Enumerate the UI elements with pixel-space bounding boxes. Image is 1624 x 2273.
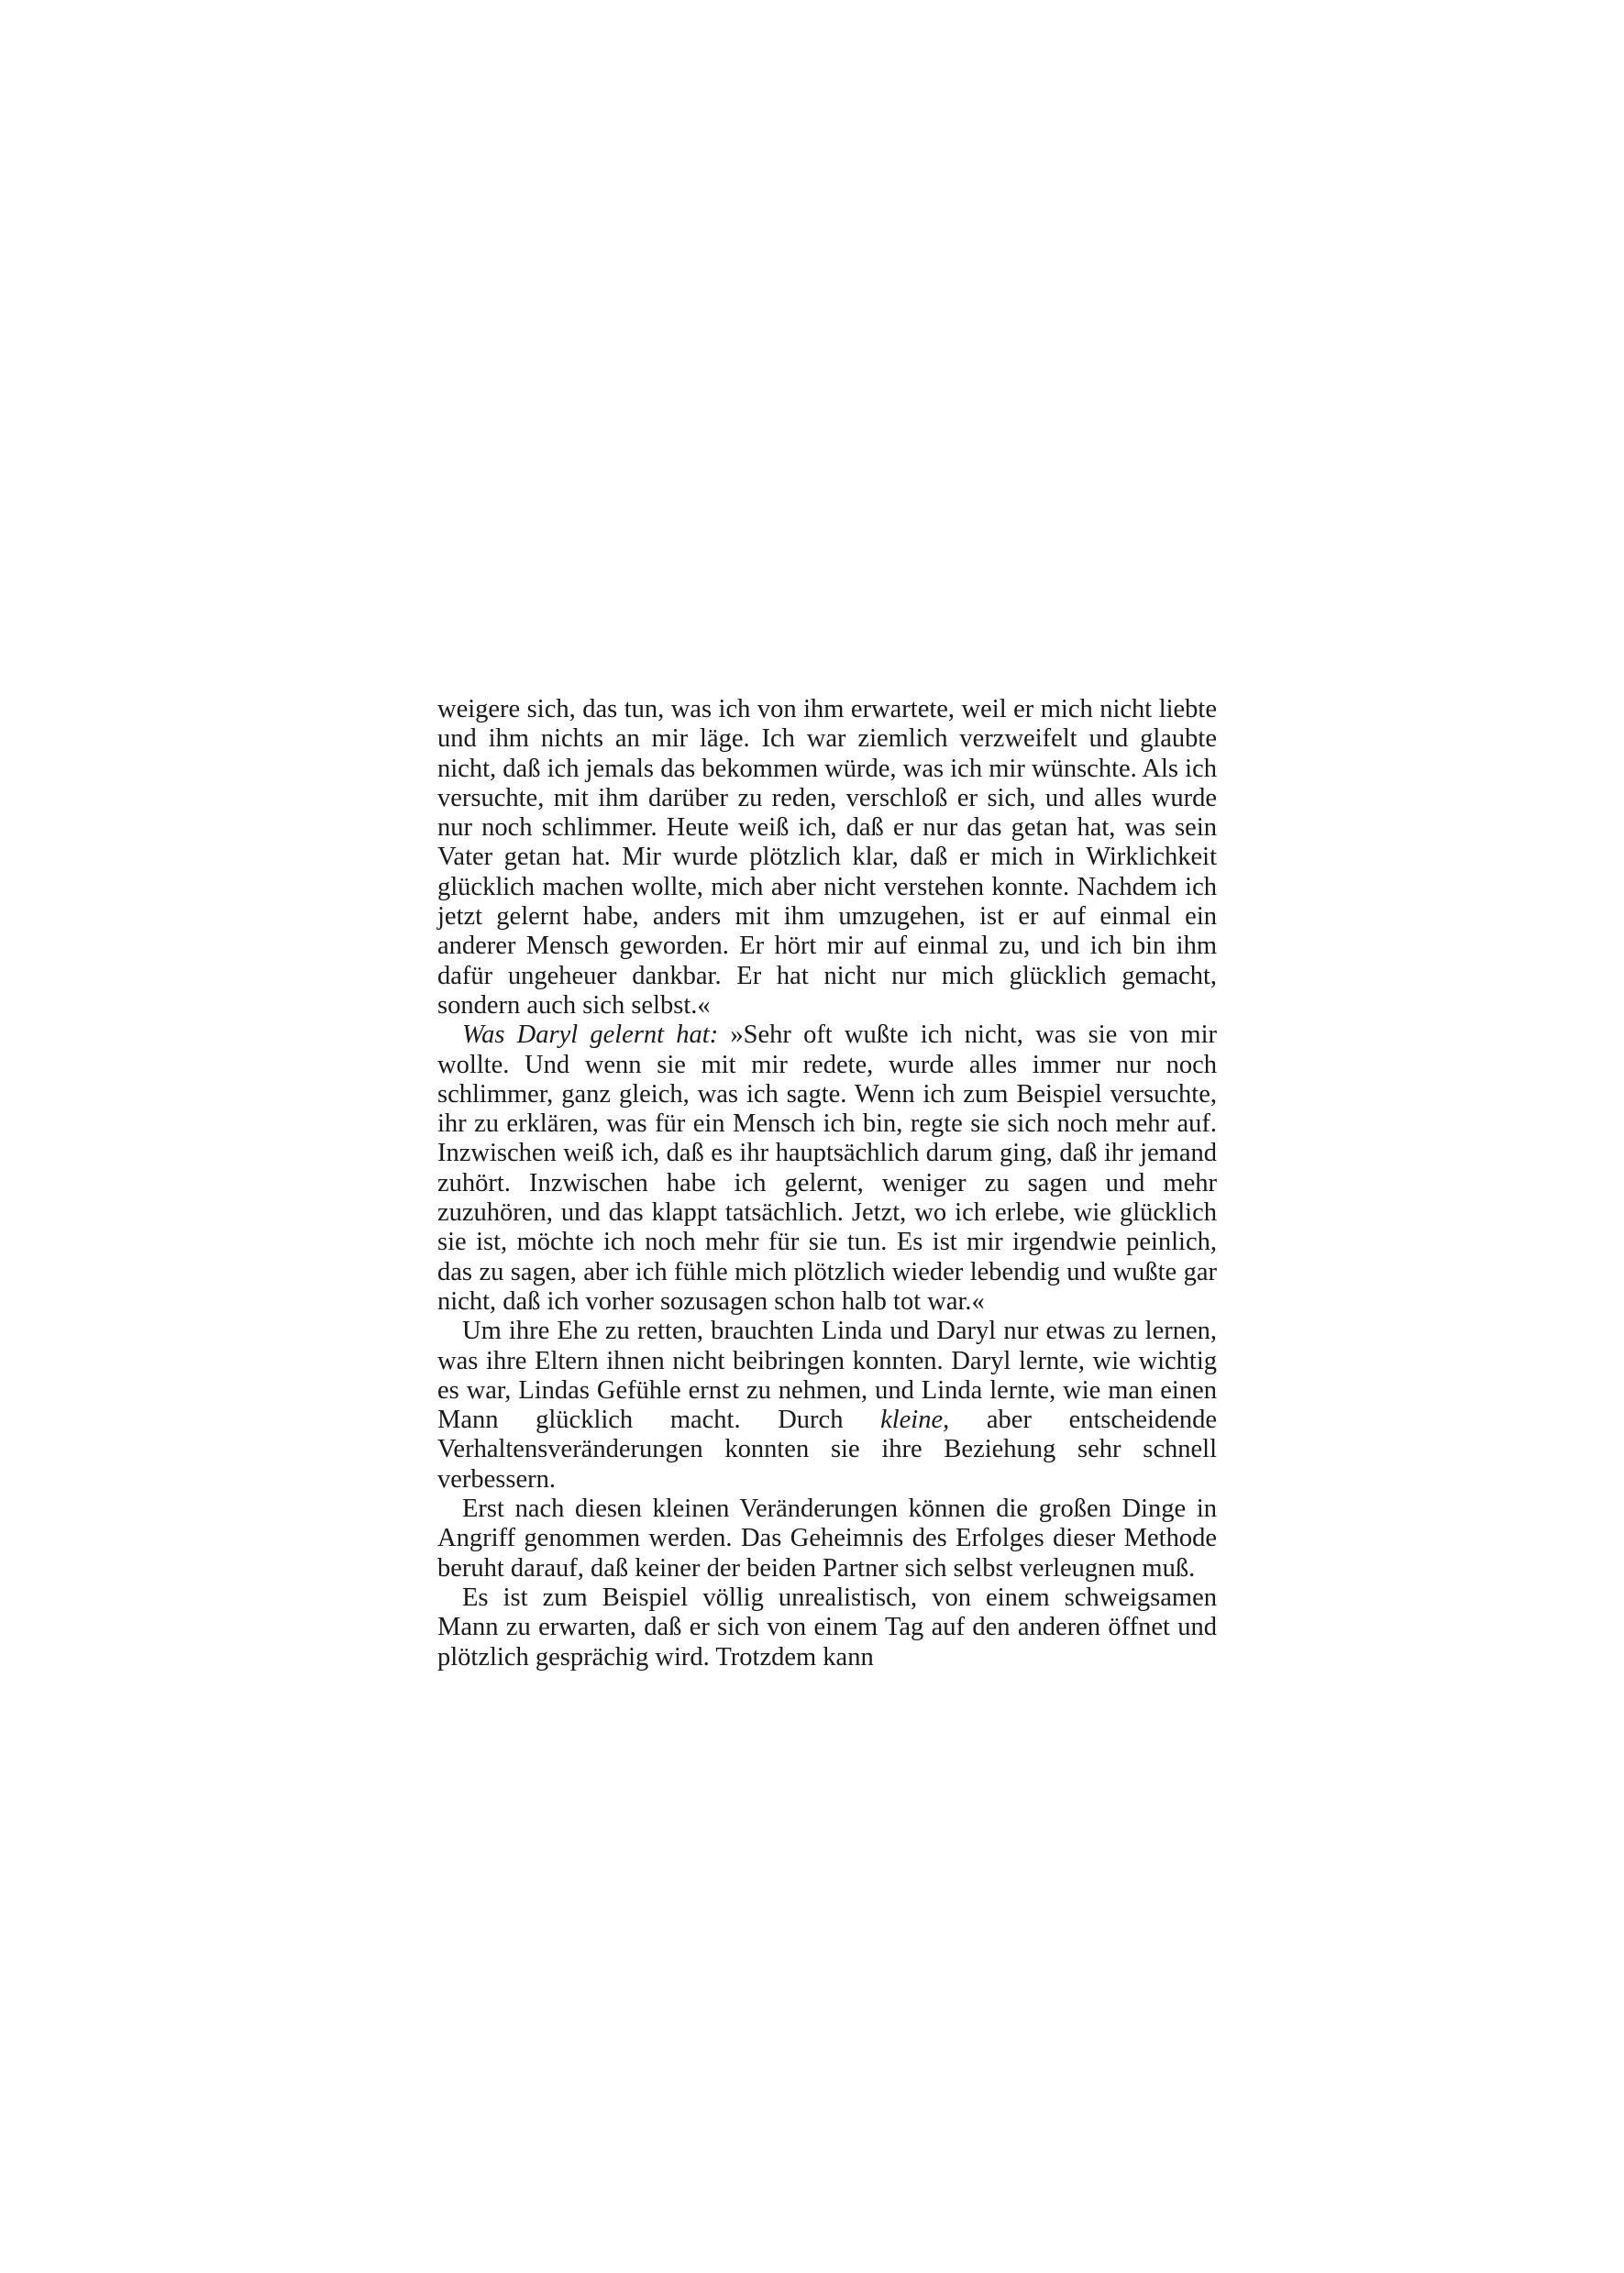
paragraph (437, 1317, 1217, 1495)
text-segment: weigere sich, das tun, was ich von ihm erwartete, weil er mich nicht liebte und ihm nichts an mir läge. Ich war ziemlich verzweifelt und glaubte nicht, daß ich jemals das bekommen würde, was ich mir wünschte. Als ich versuchte, mit ihm darüber zu reden, verschloß er sich, und alles wurde nur noch schlimmer. Heute weiß ich, daß er nur das getan hat, was sein Vater getan hat. Mir wurde plötzlich klar, daß er mich in Wirklichkeit glücklich machen wollte, mich aber nicht verstehen konnte. Nachdem ich jetzt gelernt habe, anders mit ihm umzugehen, ist er auf einmal ein anderer Mensch geworden. Er hört mir auf einmal zu, und ich bin ihm dafür ungeheuer dankbar. Er hat nicht nur mich glücklich gemacht, sondern auch sich selbst.« (437, 695, 1217, 1020)
body-text (437, 695, 1217, 1672)
text-segment: Erst nach diesen kleinen Veränderungen können die großen Dinge in Angriff genommen werden. Das Geheimnis des Erfolges dieser Methode beruht darauf, daß keiner der beiden Partner sich selbst verleugnen muß. (437, 1495, 1217, 1583)
paragraph (437, 1495, 1217, 1583)
text-segment: »Sehr oft wußte ich nicht, was sie von mir wollte. Und wenn sie mit mir redete, wurde alles immer nur noch schlimmer, ganz gleich, was ich sagte. Wenn ich zum Beispiel versuchte, ihr zu erklären, was für ein Mensch ich bin, regte sie sich noch mehr auf. Inzwischen weiß ich, daß es ihr hauptsächlich darum ging, daß ihr jemand zuhört. Inzwischen habe ich gelernt, weniger zu sagen und mehr zuzuhören, und das klappt tatsächlich. Jetzt, wo ich erlebe, wie glücklich sie ist, möchte ich noch mehr für sie tun. Es ist mir irgendwie peinlich, das zu sagen, aber ich fühle mich plötzlich wieder lebendig und wußte gar nicht, daß ich vorher sozusagen schon halb tot war.« (437, 1021, 1217, 1316)
paragraph (437, 1583, 1217, 1672)
paragraph (437, 1021, 1217, 1317)
paragraph (437, 695, 1217, 1021)
text-segment: aber entscheidende Verhaltensveränderungen konnten sie ihre Beziehung sehr schnell verbessern. (437, 1406, 1218, 1494)
text-segment: Um ihre Ehe zu retten, brauchten Linda und Daryl nur etwas zu lernen, was ihre Eltern ihnen nicht beibringen konnten. Daryl lernte, wie wichtig es war, Lindas Gefühle ernst zu nehmen, und Linda lernte, wie man einen Mann glücklich macht. Durch (437, 1317, 1217, 1435)
italic-lead-in: Was Daryl gelernt hat: (462, 1021, 719, 1050)
italic-emphasis: kleine, (880, 1406, 950, 1435)
text-segment: Es ist zum Beispiel völlig unrealistisch, von einem schweigsamen Mann zu erwarten, daß er sich von einem Tag auf den anderen öffnet und plötzlich gesprächig wird. Trotzdem kann (437, 1583, 1217, 1672)
